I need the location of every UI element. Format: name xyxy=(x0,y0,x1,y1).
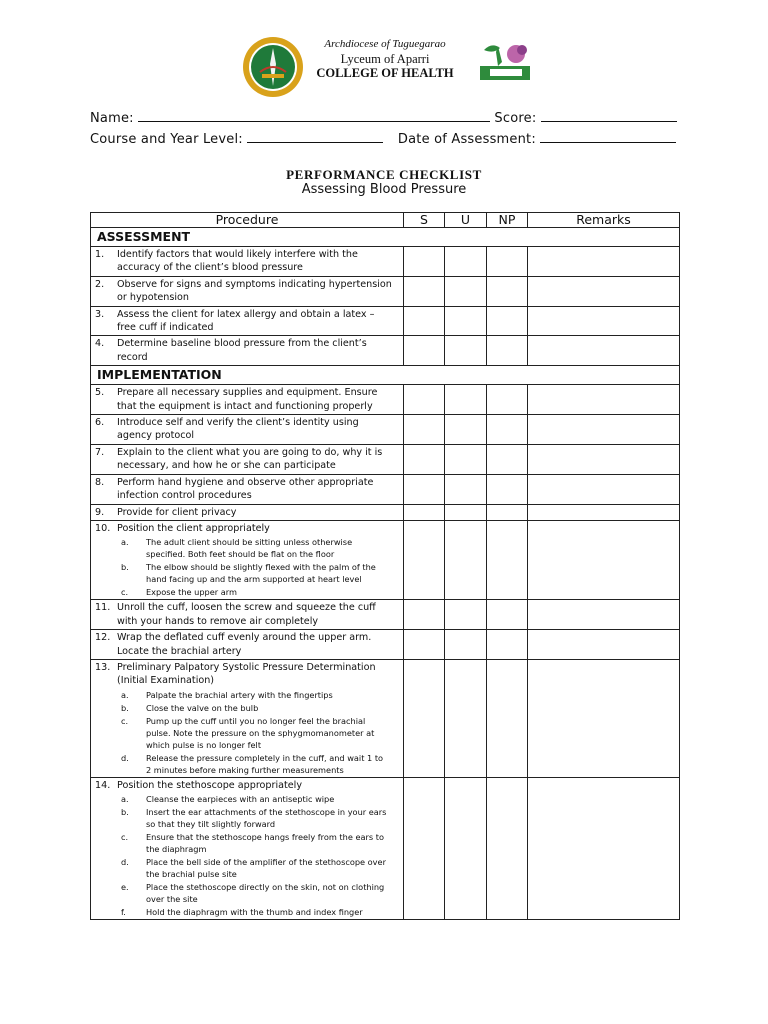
np-cell[interactable] xyxy=(487,276,528,306)
procedure-cell xyxy=(91,630,404,660)
remarks-cell[interactable] xyxy=(528,415,680,445)
step-text: Perform hand hygiene and observe other appropriate infection control procedures xyxy=(117,476,374,502)
step-number: 6. xyxy=(95,417,105,429)
name-label: Name: xyxy=(90,111,134,126)
procedure-cell xyxy=(91,504,404,520)
np-cell[interactable] xyxy=(487,247,528,277)
s-cell[interactable] xyxy=(404,659,445,777)
np-cell[interactable] xyxy=(487,306,528,336)
name-score-line xyxy=(90,109,677,126)
substep-letter: e. xyxy=(121,882,129,893)
s-cell[interactable] xyxy=(404,306,445,336)
college-of-health-logo xyxy=(478,40,532,82)
remarks-cell[interactable] xyxy=(528,659,680,777)
date-label: Date of Assessment: xyxy=(397,132,536,147)
procedure-cell xyxy=(91,474,404,504)
table-row xyxy=(91,276,680,306)
table-row xyxy=(91,600,680,630)
substep-text: Place the stethoscope directly on the skin, not on clothing over the site xyxy=(146,882,385,905)
remarks-cell[interactable] xyxy=(528,276,680,306)
score-field[interactable] xyxy=(541,109,677,122)
substep-letter: c. xyxy=(121,587,129,598)
table-row xyxy=(91,777,680,919)
lyceum-seal-logo xyxy=(242,36,304,98)
table-row xyxy=(91,630,680,660)
u-cell[interactable] xyxy=(445,276,487,306)
table-row xyxy=(91,520,680,599)
remarks-cell[interactable] xyxy=(528,777,680,919)
procedure-cell xyxy=(91,247,404,277)
section-title: ASSESSMENT xyxy=(91,228,680,247)
table-row xyxy=(91,385,680,415)
step-number: 4. xyxy=(95,338,105,350)
step-number: 5. xyxy=(95,387,105,399)
remarks-cell[interactable] xyxy=(528,444,680,474)
college-name: COLLEGE OF HEALTH xyxy=(316,66,454,80)
substep-letter: b. xyxy=(121,807,129,818)
substep-text: The adult client should be sitting unless otherwise specified. Both feet should be flat on the floor xyxy=(146,537,353,560)
name-field[interactable] xyxy=(138,109,490,122)
step-text: Observe for signs and symptoms indicating hypertension or hypotension xyxy=(117,278,392,304)
substep-letter: c. xyxy=(121,832,129,843)
substep-text: Close the valve on the bulb xyxy=(146,702,259,713)
procedure-cell xyxy=(91,600,404,630)
u-cell[interactable] xyxy=(445,247,487,277)
table-row xyxy=(91,474,680,504)
s-cell[interactable] xyxy=(404,474,445,504)
col-procedure: Procedure xyxy=(91,213,404,228)
section-row xyxy=(91,228,680,247)
checklist-table xyxy=(90,212,680,920)
substep-text: Pump up the cuff until you no longer feel the brachial pulse. Note the pressure on the sphygmomanometer at which pulse is no longer felt xyxy=(146,715,375,750)
section-row xyxy=(91,366,680,385)
u-cell[interactable] xyxy=(445,777,487,919)
checklist-subtitle: Assessing Blood Pressure xyxy=(301,182,467,197)
substep-letter: b. xyxy=(121,702,129,713)
s-cell[interactable] xyxy=(404,336,445,366)
procedure-cell xyxy=(91,306,404,336)
step-number: 11. xyxy=(95,602,111,614)
substep-letter: f. xyxy=(121,907,126,918)
col-u: U xyxy=(445,213,487,228)
u-cell[interactable] xyxy=(445,306,487,336)
procedure-cell xyxy=(91,520,404,599)
u-cell[interactable] xyxy=(445,444,487,474)
u-cell[interactable] xyxy=(445,504,487,520)
substep-text: Release the pressure completely in the cuff, and wait 1 to 2 minutes before making further measurements xyxy=(146,752,384,775)
np-cell[interactable] xyxy=(487,630,528,660)
s-cell[interactable] xyxy=(404,630,445,660)
step-number: 2. xyxy=(95,278,105,290)
checklist-title: PERFORMANCE CHECKLIST xyxy=(286,167,482,182)
section-title: IMPLEMENTATION xyxy=(91,366,680,385)
u-cell[interactable] xyxy=(445,415,487,445)
np-cell[interactable] xyxy=(487,777,528,919)
np-cell[interactable] xyxy=(487,520,528,599)
col-s: S xyxy=(404,213,445,228)
substep-letter: a. xyxy=(121,794,129,805)
col-np: NP xyxy=(487,213,528,228)
u-cell[interactable] xyxy=(445,630,487,660)
remarks-cell[interactable] xyxy=(528,385,680,415)
step-text: Position the stethoscope appropriately xyxy=(117,779,303,791)
step-text: Identify factors that would likely interfere with the accuracy of the client’s blood pressure xyxy=(117,249,358,274)
substep-text: Place the bell side of the amplifier of the stethoscope over the brachial pulse site xyxy=(146,857,386,880)
substep-letter: a. xyxy=(121,537,129,548)
s-cell[interactable] xyxy=(404,444,445,474)
course-field[interactable] xyxy=(247,130,383,143)
np-cell[interactable] xyxy=(487,474,528,504)
s-cell[interactable] xyxy=(404,504,445,520)
step-text: Assess the client for latex allergy and obtain a latex – free cuff if indicated xyxy=(117,308,375,334)
table-row xyxy=(91,306,680,336)
substep-letter: b. xyxy=(121,562,129,573)
substep-text: The elbow should be slightly flexed with the palm of the hand facing up and the arm supported at heart level xyxy=(146,562,376,585)
u-cell[interactable] xyxy=(445,659,487,777)
remarks-cell[interactable] xyxy=(528,247,680,277)
substep-text: Insert the ear attachments of the stethoscope in your ears so that they tilt slightly forward xyxy=(146,807,387,830)
step-number: 14. xyxy=(95,779,111,791)
remarks-cell[interactable] xyxy=(528,336,680,366)
table-row xyxy=(91,415,680,445)
u-cell[interactable] xyxy=(445,474,487,504)
substep-text: Hold the diaphragm with the thumb and index finger xyxy=(146,907,363,918)
s-cell[interactable] xyxy=(404,247,445,277)
procedure-cell xyxy=(91,415,404,445)
substep-letter: d. xyxy=(121,857,129,868)
step-text: Unroll the cuff, loosen the screw and squeeze the cuff with your hands to remove air completely xyxy=(117,602,376,627)
step-text: Provide for client privacy xyxy=(117,506,237,518)
course-date-line xyxy=(90,130,676,147)
u-cell[interactable] xyxy=(445,520,487,599)
step-number: 8. xyxy=(95,476,105,488)
step-number: 9. xyxy=(95,506,105,518)
col-remarks: Remarks xyxy=(528,213,680,228)
np-cell[interactable] xyxy=(487,385,528,415)
step-text: Explain to the client what you are going to do, why it is necessary, and how he or she can participate xyxy=(117,446,383,472)
np-cell[interactable] xyxy=(487,659,528,777)
u-cell[interactable] xyxy=(445,600,487,630)
step-text: Position the client appropriately xyxy=(117,522,270,534)
procedure-cell xyxy=(91,777,404,919)
procedure-cell xyxy=(91,385,404,415)
step-text: Determine baseline blood pressure from the client’s record xyxy=(117,338,367,363)
remarks-cell[interactable] xyxy=(528,520,680,599)
date-field[interactable] xyxy=(540,130,676,143)
procedure-cell xyxy=(91,444,404,474)
s-cell[interactable] xyxy=(404,600,445,630)
remarks-cell[interactable] xyxy=(528,474,680,504)
procedure-cell xyxy=(91,276,404,306)
step-text: Prepare all necessary supplies and equipment. Ensure that the equipment is intact and functioning properly xyxy=(117,387,378,412)
procedure-cell xyxy=(91,659,404,777)
step-number: 3. xyxy=(95,308,105,320)
s-cell[interactable] xyxy=(404,276,445,306)
substep-text: Ensure that the stethoscope hangs freely from the ears to the diaphragm xyxy=(146,832,384,855)
step-number: 12. xyxy=(95,632,111,644)
step-number: 13. xyxy=(95,661,111,673)
step-number: 1. xyxy=(95,249,105,260)
np-cell[interactable] xyxy=(487,336,528,366)
s-cell[interactable] xyxy=(404,777,445,919)
remarks-cell[interactable] xyxy=(528,306,680,336)
u-cell[interactable] xyxy=(445,385,487,415)
step-text: Wrap the deflated cuff evenly around the upper arm. Locate the brachial artery xyxy=(117,632,372,657)
substep-letter: a. xyxy=(121,689,129,700)
np-cell[interactable] xyxy=(487,444,528,474)
score-label: Score: xyxy=(494,111,537,126)
course-label: Course and Year Level: xyxy=(90,132,243,147)
table-row xyxy=(91,247,680,277)
substep-letter: c. xyxy=(121,715,129,726)
u-cell[interactable] xyxy=(445,336,487,366)
school-name: Lyceum of Aparri xyxy=(340,52,430,66)
substep-letter: d. xyxy=(121,752,129,763)
s-cell[interactable] xyxy=(404,520,445,599)
remarks-cell[interactable] xyxy=(528,630,680,660)
procedure-cell xyxy=(91,336,404,366)
step-number: 10. xyxy=(95,522,111,534)
table-row xyxy=(91,444,680,474)
step-number: 7. xyxy=(95,446,105,458)
table-row xyxy=(91,659,680,777)
table-row xyxy=(91,336,680,366)
remarks-cell[interactable] xyxy=(528,600,680,630)
step-text: Preliminary Palpatory Systolic Pressure Determination (Initial Examination) xyxy=(117,661,376,687)
np-cell[interactable] xyxy=(487,504,528,520)
step-text: Introduce self and verify the client’s identity using agency protocol xyxy=(117,417,359,442)
table-header-row xyxy=(91,213,680,228)
np-cell[interactable] xyxy=(487,600,528,630)
archdiocese-name: Archdiocese of Tuguegarao xyxy=(324,38,446,50)
remarks-cell[interactable] xyxy=(528,504,680,520)
s-cell[interactable] xyxy=(404,385,445,415)
np-cell[interactable] xyxy=(487,415,528,445)
s-cell[interactable] xyxy=(404,415,445,445)
table-row xyxy=(91,504,680,520)
substep-text: Cleanse the earpieces with an antiseptic wipe xyxy=(146,794,335,805)
substep-text: Palpate the brachial artery with the fingertips xyxy=(146,689,333,700)
substep-text: Expose the upper arm xyxy=(146,587,237,598)
